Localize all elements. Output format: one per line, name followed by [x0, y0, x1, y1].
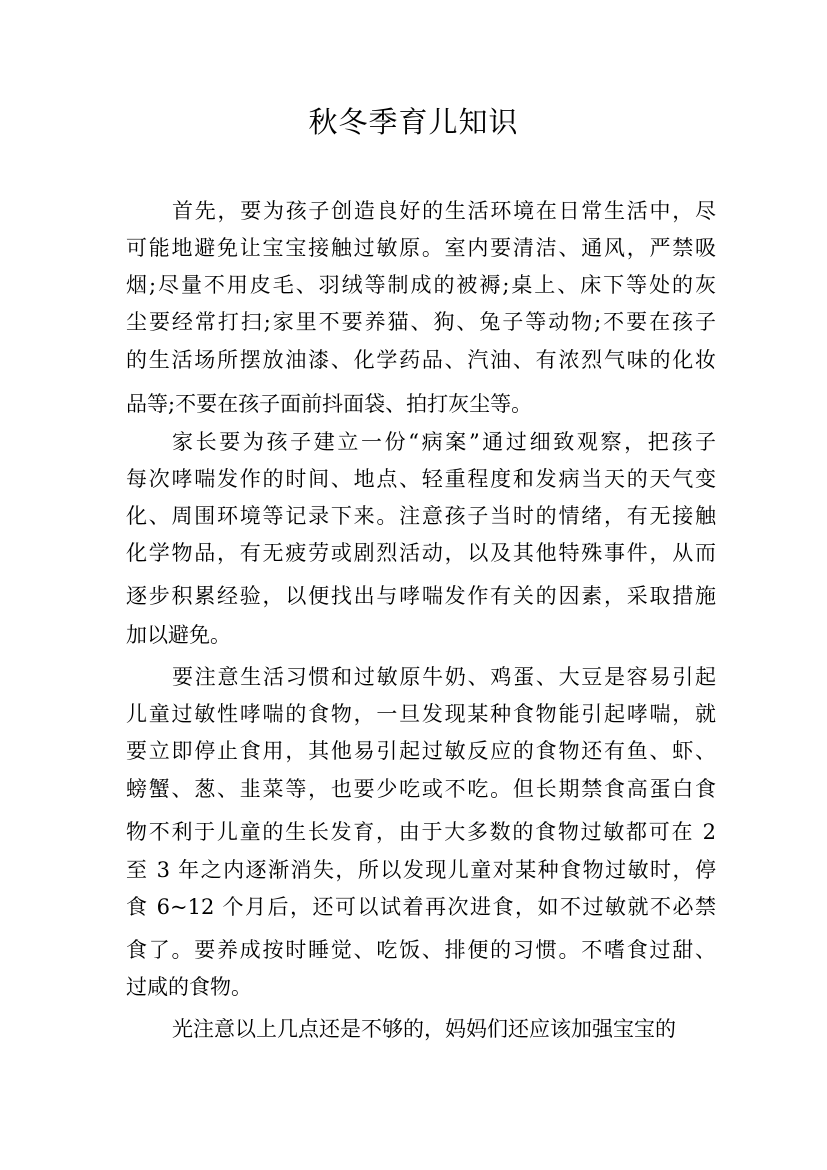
text-line: 要注意生活习惯和过敏原牛奶、鸡蛋、大豆是容易引起 — [172, 665, 716, 689]
text-line: 加以避免。 — [126, 623, 231, 647]
text-line: 逐步积累经验，以便找出与哮喘发作有关的因素，采取措施 — [126, 584, 716, 608]
text-line: 化学物品，有无疲劳或剧烈活动，以及其他特殊事件，从而 — [126, 541, 716, 565]
text-line: 可能地避免让宝宝接触过敏原。室内要清洁、通风，严禁吸 — [126, 236, 716, 260]
text-line: 首先，要为孩子创造良好的生活环境在日常生活中，尽 — [172, 199, 716, 223]
text-line: 食 6~12 个月后，还可以试着再次进食，如不过敏就不必禁 — [126, 895, 716, 919]
text-line: 烟;尽量不用皮毛、羽绒等制成的被褥;桌上、床下等处的灰 — [126, 273, 716, 297]
text-line: 的生活场所摆放油漆、化学药品、汽油、有浓烈气味的化妆 — [126, 348, 716, 372]
text-line: 品等;不要在孩子面前抖面袋、拍打灰尘等。 — [126, 392, 533, 416]
text-line: 光注意以上几点还是不够的，妈妈们还应该加强宝宝的 — [172, 1017, 676, 1041]
text-line: 尘要经常打扫;家里不要养猫、狗、兔子等动物;不要在孩子 — [126, 310, 716, 334]
text-line: 化、周围环境等记录下来。注意孩子当时的情绪，有无接触 — [126, 504, 716, 528]
text-line: 每次哮喘发作的时间、地点、轻重程度和发病当天的天气变 — [126, 467, 716, 491]
text-line: 食了。要养成按时睡觉、吃饭、排便的习惯。不嗜食过甜、 — [126, 938, 716, 962]
text-line: 过咸的食物。 — [126, 975, 252, 999]
text-line: 螃蟹、葱、韭菜等，也要少吃或不吃。但长期禁食高蛋白食 — [126, 777, 716, 801]
text-line: 要立即停止食用，其他易引起过敏反应的食物还有鱼、虾、 — [126, 739, 716, 763]
document-title: 秋冬季育儿知识 — [308, 105, 519, 139]
text-line: 至 3 年之内逐渐消失，所以发现儿童对某种食物过敏时，停 — [126, 858, 716, 882]
text-line: 物不利于儿童的生长发育，由于大多数的食物过敏都可在 2 — [126, 820, 716, 844]
text-line: 家长要为孩子建立一份“病案”通过细致观察，把孩子 — [172, 430, 716, 454]
text-line: 儿童过敏性哮喘的食物，一旦发现某种食物能引起哮喘，就 — [126, 702, 716, 726]
